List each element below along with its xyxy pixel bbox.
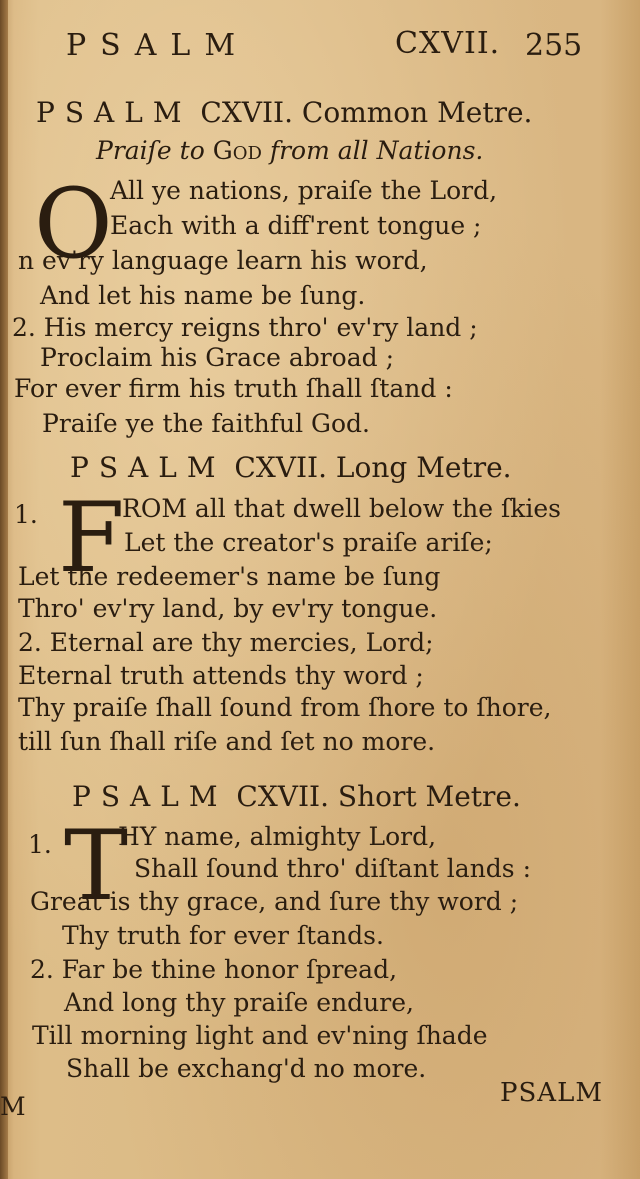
heading-rest: CXVII. Long Metre. <box>234 451 512 484</box>
verse-line: Till morning light and ev'ning ſhade <box>32 1021 488 1050</box>
verse-line: ROM all that dwell below the ſkies <box>122 494 561 523</box>
verse-line: Thy truth for ever ſtands. <box>62 921 384 950</box>
verse-line: Thy praiſe ſhall ſound from ſhore to ſhore, <box>18 693 552 722</box>
subtitle-post: from all Nations. <box>269 136 484 165</box>
verse-line: Eternal truth attends thy word ; <box>18 661 424 690</box>
section-heading-short-metre <box>72 780 521 813</box>
verse-line: Thro' ev'ry land, by ev'ry tongue. <box>18 594 438 623</box>
verse-line: Let the redeemer's name be ſung <box>18 562 441 591</box>
drop-cap-o: O <box>34 168 113 280</box>
heading-psalm-word: PSALM <box>70 451 226 484</box>
verse-line: Praiſe ye the faithful God. <box>42 409 370 438</box>
verse-line: Shall be exchang'd no more. <box>66 1054 427 1083</box>
verse-line: And let his name be ſung. <box>40 281 366 310</box>
verse-line: Proclaim his Grace abroad ; <box>40 343 395 372</box>
heading-rest: CXVII. Short Metre. <box>236 780 521 813</box>
drop-cap-f: F <box>58 482 125 594</box>
section-heading-common-metre <box>36 96 532 129</box>
edge-mark: M <box>0 1092 26 1121</box>
running-head-number: CXVII. <box>395 26 501 61</box>
verse-line: Great is thy grace, and ſure thy word ; <box>30 887 519 916</box>
verse-line: till ſun ſhall riſe and ſet no more. <box>18 727 436 756</box>
catchword: PSALM <box>500 1078 603 1108</box>
verse-line: For ever firm his truth ſhall ſtand : <box>14 374 453 403</box>
drop-cap-t: T <box>64 810 129 922</box>
verse-line: n ev'ry language learn his word, <box>18 246 428 275</box>
verse-line: Let the creator's praiſe ariſe; <box>124 528 493 557</box>
verse-line: All ye nations, praiſe the Lord, <box>110 176 498 205</box>
heading-psalm-word: PSALM <box>36 96 192 129</box>
running-head: PSALM <box>66 28 250 63</box>
heading-rest: CXVII. Common Metre. <box>200 96 533 129</box>
verse-line: HY name, almighty Lord, <box>118 822 437 851</box>
section-heading-long-metre <box>70 451 512 484</box>
verse-line: 2. Eternal are thy mercies, Lord; <box>18 628 434 657</box>
heading-psalm-word: PSALM <box>72 780 228 813</box>
verse-line: And long thy praiſe endure, <box>64 988 414 1017</box>
page-gutter <box>0 0 8 1179</box>
verse-number: 1. <box>28 830 52 859</box>
verse-line: Each with a diff'rent tongue ; <box>110 211 482 240</box>
verse-line: 2. His mercy reigns thro' ev'ry land ; <box>12 313 478 342</box>
verse-line: 2. Far be thine honor ſpread, <box>30 955 398 984</box>
page-number: 255 <box>525 28 583 63</box>
verse-number: 1. <box>14 500 38 529</box>
subtitle-god: God <box>212 136 262 165</box>
verse-line: Shall ſound thro' diſtant lands : <box>134 854 531 883</box>
section-subtitle <box>96 136 483 165</box>
subtitle-pre: Praiſe to <box>96 136 205 165</box>
